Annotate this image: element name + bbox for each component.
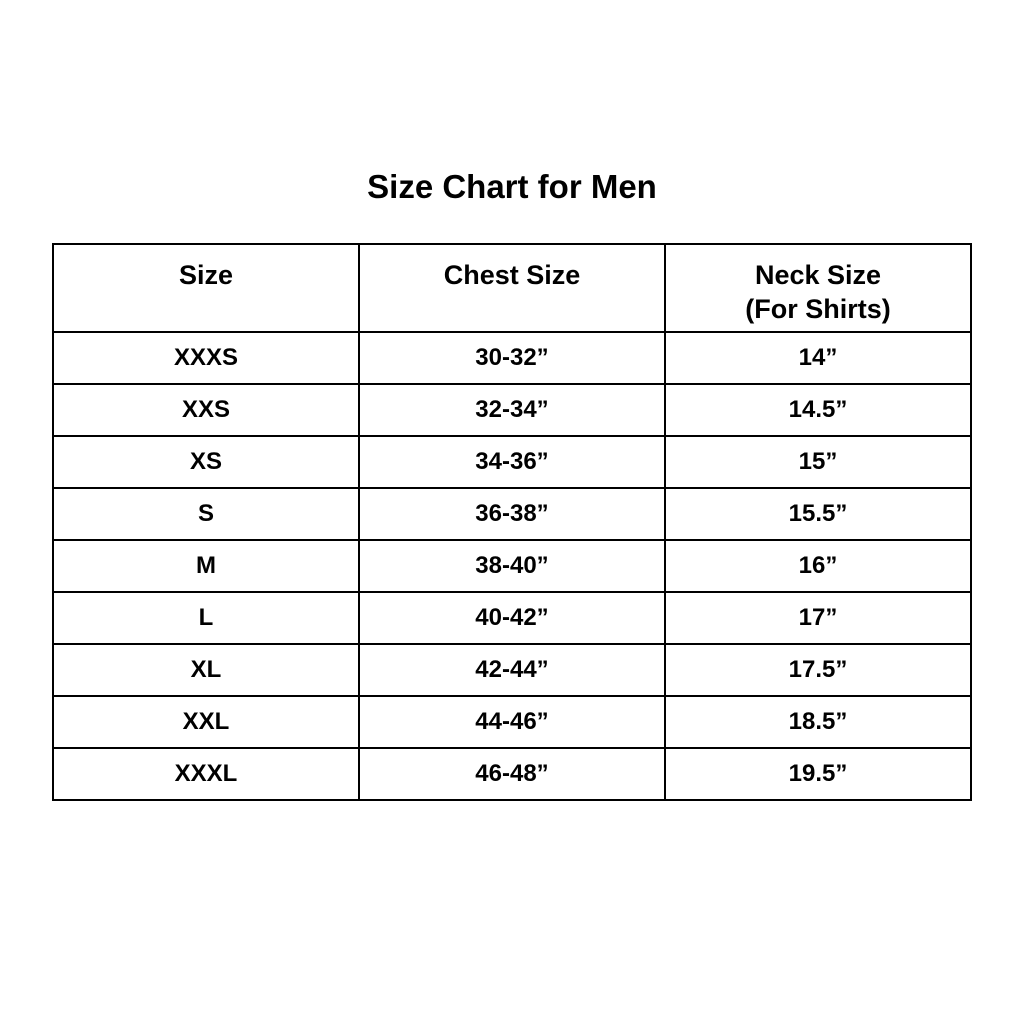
column-header-size-label: Size — [178, 260, 234, 290]
chest-size-cell: 36-38” — [359, 488, 665, 540]
table-row — [53, 592, 971, 644]
neck-size-cell: 14.5” — [665, 384, 971, 436]
header-row — [53, 244, 971, 332]
neck-size-cell: 15” — [665, 436, 971, 488]
neck-size-cell: 14” — [665, 332, 971, 384]
page-title: Size Chart for Men — [367, 168, 657, 205]
table-row — [53, 384, 971, 436]
table-row — [53, 332, 971, 384]
table-row — [53, 540, 971, 592]
size-cell: M — [53, 540, 359, 592]
table-row — [53, 436, 971, 488]
table-row — [53, 644, 971, 696]
size-chart-table — [52, 243, 972, 801]
table-row — [53, 748, 971, 800]
chest-size-cell: 46-48” — [359, 748, 665, 800]
column-header-neck-size — [665, 244, 971, 332]
neck-size-cell: 17.5” — [665, 644, 971, 696]
table-row — [53, 696, 971, 748]
size-cell: S — [53, 488, 359, 540]
size-cell: XXL — [53, 696, 359, 748]
neck-size-cell: 17” — [665, 592, 971, 644]
column-header-neck-size-sublabel: (For Shirts) — [745, 294, 891, 324]
chest-size-cell: 40-42” — [359, 592, 665, 644]
size-cell: XS — [53, 436, 359, 488]
size-cell: XXXL — [53, 748, 359, 800]
size-cell: L — [53, 592, 359, 644]
column-header-chest-size — [359, 244, 665, 332]
neck-size-cell: 15.5” — [665, 488, 971, 540]
chest-size-cell: 32-34” — [359, 384, 665, 436]
size-cell: XXXS — [53, 332, 359, 384]
chest-size-cell: 44-46” — [359, 696, 665, 748]
column-header-size — [53, 244, 359, 332]
table-row — [53, 488, 971, 540]
neck-size-cell: 19.5” — [665, 748, 971, 800]
neck-size-cell: 18.5” — [665, 696, 971, 748]
column-header-neck-size-label: Neck Size — [754, 260, 882, 290]
size-cell: XXS — [53, 384, 359, 436]
column-header-chest-size-label: Chest Size — [443, 260, 581, 290]
chest-size-cell: 34-36” — [359, 436, 665, 488]
chest-size-cell: 30-32” — [359, 332, 665, 384]
chest-size-cell: 38-40” — [359, 540, 665, 592]
chest-size-cell: 42-44” — [359, 644, 665, 696]
neck-size-cell: 16” — [665, 540, 971, 592]
size-cell: XL — [53, 644, 359, 696]
